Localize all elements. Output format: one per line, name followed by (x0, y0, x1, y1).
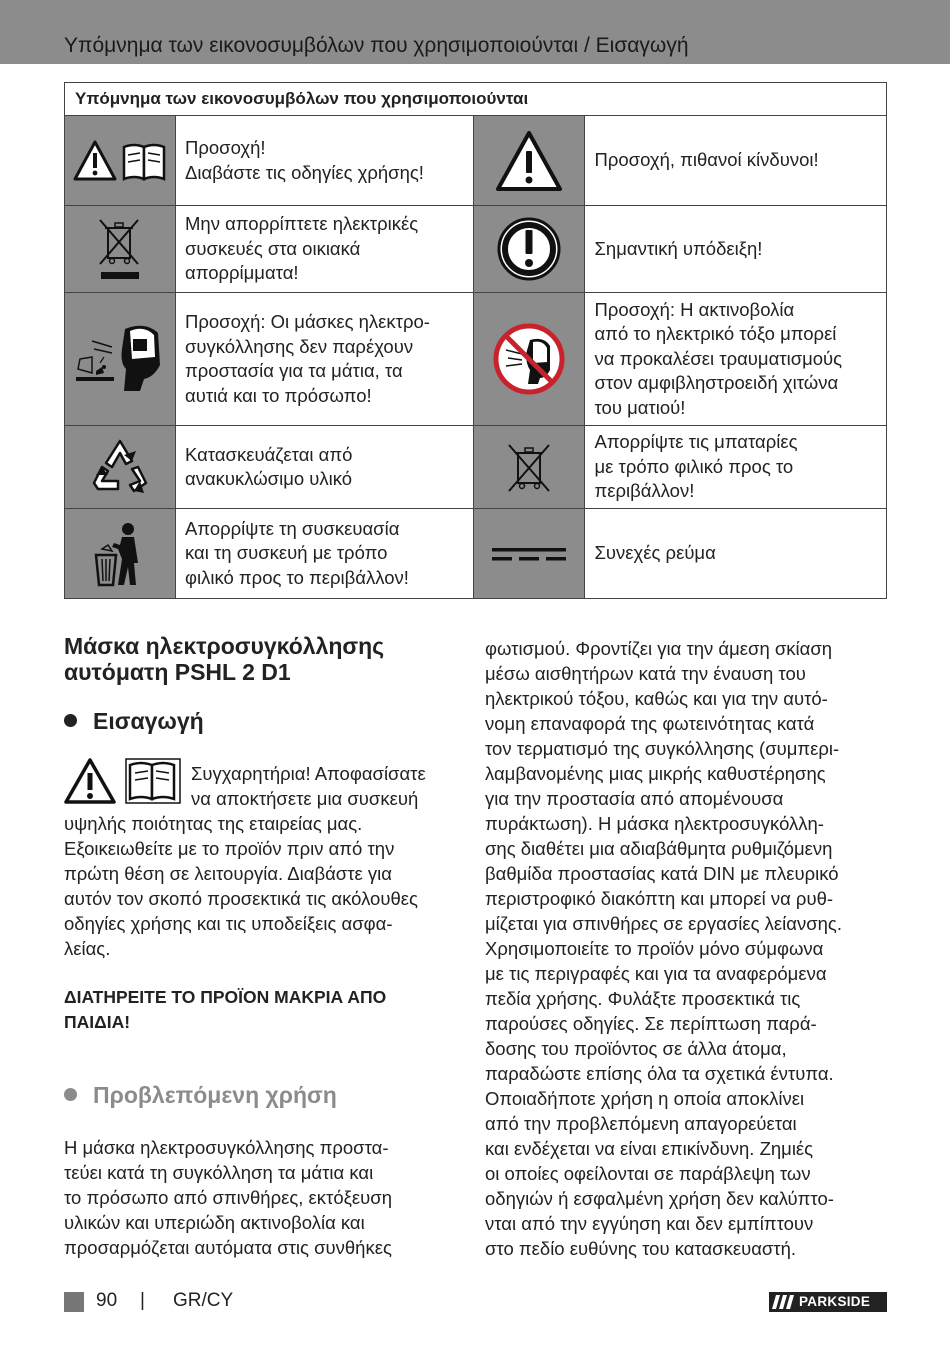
welding-mask-icon (65, 293, 176, 426)
legend-row (65, 116, 887, 206)
intro-heading: Εισαγωγή (64, 708, 204, 735)
legend-text-recyclable: Κατασκευάζεται από ανακυκλώσιμο υλικό (176, 426, 474, 509)
bullet-icon (64, 714, 77, 727)
legend-text-mask-no-protection: Προσοχή: Οι μάσκες ηλεκτρο- συγκόλλησης δεν παρέχουν προστασία για τα μάτια, τα αυτιά και το πρόσωπο! (176, 293, 474, 426)
product-title: Μάσκα ηλεκτροσυγκόλλησης αυτόματη PSHL 2 D1 (64, 633, 385, 685)
manual-book-icon (126, 759, 180, 803)
keep-away-from-children-warning: ΔΙΑΤΗΡΕΙΤΕ ΤΟ ΠΡΟΪΟΝ ΜΑΚΡΙΑ ΑΠΟ ΠΑΙΔΙΑ! (64, 987, 387, 1032)
tidy-man-icon (65, 509, 176, 599)
battery-disposal-icon (474, 426, 585, 509)
legend-row (65, 509, 887, 599)
warning-triangle-icon (66, 760, 114, 802)
logo-stripes-icon (772, 1295, 796, 1309)
legend-text-battery-disposal: Απορρίψτε τις μπαταρίες με τρόπο φιλικό προς το περιβάλλον! (585, 426, 887, 509)
legend-row (65, 426, 887, 509)
language-code: GR/CY (173, 1290, 234, 1311)
legend-row (65, 206, 887, 293)
legend-text-direct-current: Συνεχές ρεύμα (585, 509, 887, 599)
logo-wordmark: PARKSIDE (799, 1294, 871, 1309)
recycle-icon (65, 426, 176, 509)
legend-text-possible-danger: Προσοχή, πιθανοί κίνδυνοι! (585, 116, 887, 206)
footer-marker (64, 1292, 84, 1312)
legend-text-dispose-packaging: Απορρίψτε τη συσκευασία και τη συσκευή με τρόπο φιλικό προς το περιβάλλον! (176, 509, 474, 599)
page-number: 90 (96, 1290, 118, 1311)
page-header-title: Υπόμνημα των εικονοσυμβόλων που χρησιμοποιούνται / Εισαγωγή (64, 34, 689, 57)
symbol-legend-table (64, 82, 887, 599)
warning-triangle-icon (474, 116, 585, 206)
footer-separator: | (140, 1290, 145, 1311)
page-header (0, 0, 950, 64)
intended-use-paragraph: Η μάσκα ηλεκτροσυγκόλλησης προστα- τεύει κατά τη συγκόλληση τα μάτια και το πρόσωπο από σπινθήρες, εκτόξευση υλικών και υπεριώδη ακτινοβολία και προσαρμόζεται αυτόματα στις συνθήκες (64, 1137, 393, 1258)
legend-text-arc-radiation: Προσοχή: Η ακτινοβολία από το ηλεκτρικό τόξο μπορεί να προκαλέσει τραυματισμούς στον αμφιβληστροειδή χιτώνα του ματιού! (585, 293, 887, 426)
arc-radiation-prohibited-icon (474, 293, 585, 426)
bullet-icon (64, 1088, 77, 1101)
legend-text-important-note: Σημαντική υπόδειξη! (585, 206, 887, 293)
crossed-bin-icon (65, 206, 176, 293)
intro-warning-icons (64, 757, 182, 810)
intro-paragraph: υψηλής ποιότητας της εταιρείας μας. Εξοικειωθείτε με το προϊόν πριν από την πρώτη θέση σε λειτουργία. Διαβάστε για αυτόν τον σκοπό προσεκτικά τις ακόλουθες οδηγίες χρήσης και τις υποδείξεις ασφα- λείας. (64, 813, 418, 959)
legend-text-no-household-waste: Μην απορρίπτετε ηλεκτρικές συσκευές στα οικιακά απορρίμματα! (176, 206, 474, 293)
legend-text-read-manual: Προσοχή! Διαβάστε τις οδηγίες χρήσης! (176, 116, 474, 206)
intended-use-heading: Προβλεπόμενη χρήση (64, 1082, 337, 1109)
important-note-icon (474, 206, 585, 293)
warning-and-manual-icon (65, 116, 176, 206)
legend-table-title: Υπόμνημα των εικονοσυμβόλων που χρησιμοποιούνται (65, 83, 887, 116)
right-column-paragraph: φωτισμού. Φροντίζει για την άμεση σκίαση μέσω αισθητήρων κατά την έναυση του ηλεκτρικού τόξου, καθώς και για την αυτό- νομη επαναφορά της φωτεινότητας κατά τον τερματισμό της συγκόλλησης (συμπερι- λαμβανομένης μιας μικρής καθυστέρησης για την προστασία από απομένουσα πυράκτωση). Η μάσκα ηλεκτροσυγκόλλη- σης διαθέτει μια αδιαβάθμητα ρυθμιζόμενη βαθμίδα προστασίας κατά DIN με πλευρικό περιστροφικό διακόπτη και μπορεί να ρυθ- μίζεται για σπινθήρες σε εργασίες λείανσης. Χρησιμοποιείτε το προϊόν μόνο σύμφωνα με τις περιγραφές και για τα αναφερόμενα πεδία χρήσης. Φυλάξτε προσεκτικά τις παρούσες οδηγίες. Σε περίπτωση παρά- δοσης του προϊόντος σε άλλα άτομα, παραδώστε επίσης όλα τα σχετικά έντυπα. Οποιαδήποτε χρήση η οποία αποκλίνει από την προβλεπόμενη απαγορεύεται και ενδέχεται να είναι επικίνδυνη. Ζημιές οι οποίες οφείλονται σε παράβλεψη των οδηγιών ή εσφαλμένη χρήση δεν καλύπτο- νται από την εγγύηση και δεν εμπίπτουν στο πεδίο ευθύνης του κατασκευαστή. (485, 638, 842, 1259)
direct-current-icon (474, 509, 585, 599)
intro-text-beside-icons: Συγχαρητήρια! Αποφασίσατε να αποκτήσετε μια συσκευή (191, 763, 426, 809)
legend-row (65, 293, 887, 426)
parkside-logo (769, 1292, 887, 1312)
